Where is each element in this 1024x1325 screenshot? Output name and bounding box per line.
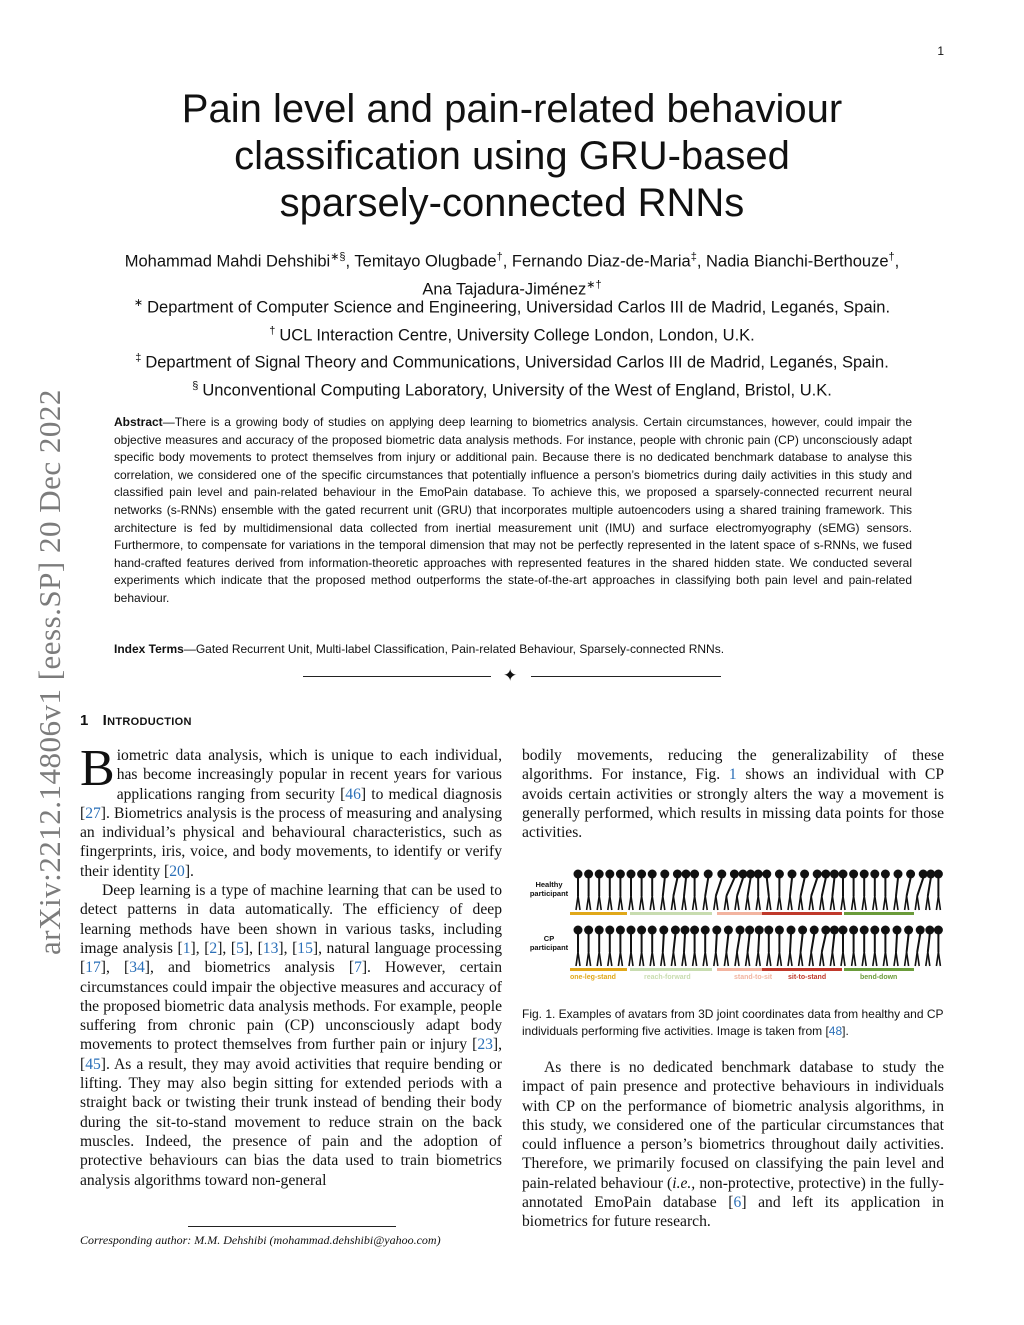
avatar-stick-figure: [754, 870, 763, 911]
section-title: Introduction: [102, 712, 192, 729]
text-run: i.e.,: [672, 1174, 696, 1192]
text-run: ]. Biometrics analysis is the process of measuring and analysing an individual’s physical and behavioural characteristics, such as fingerprints, iris, voice, and body movements, to identify or verify their identity [: [80, 804, 502, 880]
avatar-stick-figure: [881, 870, 890, 911]
label-line: Healthy: [535, 880, 563, 889]
avatar-stick-figure: [627, 926, 636, 967]
cp-avatar-row: [574, 926, 945, 967]
affiliation: [62, 292, 962, 320]
affiliation-list: [62, 292, 962, 402]
figure-caption: [522, 1006, 944, 1039]
avatar-stick-figure: [849, 870, 858, 911]
avatar-stick-figure: [764, 926, 773, 967]
avatar-stick-figure: [799, 870, 810, 911]
avatar-stick-figure: [745, 926, 754, 967]
text-run: ].: [842, 1023, 849, 1038]
paragraph: [522, 1058, 944, 1232]
avatar-stick-figure: [682, 870, 691, 911]
citation-link[interactable]: 45: [85, 1055, 101, 1073]
avatar-stick-figure: [724, 870, 739, 911]
avatar-stick-figure: [934, 870, 943, 911]
text-run: ], [: [80, 1036, 502, 1073]
citation-link[interactable]: 1: [182, 939, 191, 957]
avatar-stick-figure: [904, 926, 913, 967]
text-run: ]. However, certain circumstances could impair the objective measures and accuracy of the proposed biometric data analysis methods. For example, people suffering from chronic pain (CP) unconsciously adapt body movements to protect themselves from further pain or injury [: [80, 959, 502, 1054]
text-run: Deep learning is a type of machine learning that can be used to detect patterns in data automatically. The efficiency of deep learning methods have been shown in various tasks, including image analysis [: [80, 882, 502, 957]
paragraph: [522, 746, 944, 842]
citation-link[interactable]: 34: [129, 959, 145, 977]
citation-link[interactable]: 17: [85, 959, 101, 977]
author-name: Ana Tajadura-Jiménez: [422, 280, 587, 298]
text-run: ] to medical diagnosis [: [80, 785, 502, 822]
healthy-avatar-row: [574, 870, 945, 911]
avatar-stick-figure: [616, 926, 625, 967]
text-run: ], [: [217, 939, 237, 957]
text-run: Fig. 1. Examples of avatars from 3D joint coordinates data from healthy and CP individuals performing five activities. Image is taken from [: [522, 1007, 944, 1038]
activity-label: sit-to-stand: [788, 974, 827, 981]
avatar-stick-figure: [860, 926, 869, 967]
activity-bar: [570, 912, 627, 915]
author-marks: †: [888, 251, 895, 263]
activity-bar: [717, 912, 762, 915]
affiliation-text: Unconventional Computing Laboratory, University of the West of England, Bristol, U.K.: [202, 381, 832, 399]
activity-label: one-leg-stand: [570, 974, 616, 981]
avatar-stick-figure: [870, 926, 879, 967]
avatar-stick-figure: [820, 926, 831, 967]
avatar-stick-figure: [660, 870, 669, 911]
title-line: sparsely-connected RNNs: [279, 181, 745, 225]
section-number: 1: [80, 712, 89, 729]
citation-link[interactable]: 13: [262, 939, 279, 957]
text-run: ], natural language processing [: [80, 939, 503, 977]
avatar-stick-figure: [925, 926, 934, 967]
activity-label: bend-down: [860, 974, 898, 981]
corresponding-author-footnote: Corresponding author: M.M. Dehshibi (mohammad.dehshibi@yahoo.com): [80, 1233, 441, 1247]
abstract-label: Abstract: [114, 415, 163, 429]
text-run: ], [: [278, 939, 298, 957]
avatar-stick-figure: [595, 926, 604, 967]
author-name: Mohammad Mahdi Dehshibi: [124, 252, 331, 271]
separator-rule: [531, 676, 721, 677]
avatar-stick-figure: [681, 926, 690, 967]
activity-bar: [570, 968, 627, 971]
avatar-figure-graphic: [522, 862, 944, 972]
avatar-stick-figure: [659, 926, 668, 967]
avatar-stick-figure: [849, 926, 858, 967]
activity-label: stand-to-sit: [734, 974, 773, 981]
avatar-stick-figure: [637, 926, 646, 967]
citation-link[interactable]: 23: [477, 1036, 493, 1054]
avatar-stick-figure: [584, 870, 593, 911]
avatar-stick-figure: [762, 870, 771, 911]
arxiv-stamp[interactable]: arXiv:2212.14806v1 [eess.SP] 20 Dec 2022: [32, 389, 67, 955]
drop-cap: B: [80, 740, 115, 797]
citation-link[interactable]: 27: [85, 804, 101, 822]
citation-link[interactable]: 15: [297, 939, 313, 957]
label-line: participant: [529, 943, 569, 952]
avatar-stick-figure: [712, 926, 721, 967]
right-column-continued: [522, 1058, 944, 1232]
author-list: Mohammad Mahdi Dehshibi∗§, Temitayo Olugbade†, Fernando Diaz-de-Maria‡, Nadia Bianchi-Berthouze†, Ana Tajadura-Jiménez∗†: [124, 251, 900, 298]
activity-bar: [762, 968, 842, 971]
text-run: ], [: [243, 939, 263, 957]
avatar-stick-figure: [809, 926, 819, 967]
avatar-stick-figure: [926, 870, 936, 911]
avatar-stick-figure: [648, 926, 657, 967]
paragraph: [80, 881, 502, 1190]
avatar-stick-figure: [595, 870, 604, 911]
citation-link[interactable]: 20: [169, 862, 185, 880]
index-terms: [114, 641, 912, 659]
avatar-stick-figure: [830, 926, 839, 967]
figure-1: [522, 862, 944, 990]
activity-label: reach-forward: [644, 974, 691, 981]
avatar-stick-figure: [915, 870, 928, 911]
text-run: ], [: [100, 959, 130, 977]
avatar-stick-figure: [574, 870, 583, 911]
text-run: ], and biometrics analysis [: [144, 959, 355, 977]
separator-diamond-icon: ✦: [503, 666, 518, 685]
affiliation-mark: §: [192, 379, 199, 392]
footnote-rule: [188, 1226, 396, 1227]
avatar-stick-figure: [893, 926, 902, 967]
text-run: iometric data analysis, which is unique to each individual, has become increasingly popular in recent years for various applications ranging from security [: [116, 747, 502, 803]
avatar-stick-figure: [894, 870, 903, 911]
avatar-stick-figure: [637, 870, 646, 911]
index-terms-text: —Gated Recurrent Unit, Multi-label Classification, Pain-related Behaviour, Sparsely-connected RNNs.: [183, 642, 725, 656]
citation-link[interactable]: 48: [828, 1023, 843, 1038]
text-run: ] and left its application in biometrics for future research.: [522, 1194, 945, 1231]
avatar-stick-figure: [839, 926, 848, 967]
avatar-stick-figure: [584, 926, 593, 967]
affiliation-mark: †: [269, 324, 276, 337]
title-line: classification using GRU-based: [234, 134, 790, 178]
separator-rule: [303, 676, 491, 677]
affiliation-mark: ‡: [135, 352, 142, 364]
abstract: [114, 414, 912, 608]
avatar-stick-figure: [690, 926, 699, 967]
avatar-stick-figure: [870, 870, 879, 911]
avatar-stick-figure: [787, 926, 796, 967]
activity-bar: [717, 968, 762, 971]
avatar-stick-figure: [788, 870, 797, 911]
right-column: [522, 746, 944, 842]
avatar-stick-figure: [775, 870, 784, 911]
activity-bar: [844, 968, 914, 971]
activity-bar: [762, 912, 842, 915]
avatar-stick-figure: [755, 926, 764, 967]
affiliation: [62, 375, 962, 403]
avatar-stick-figure: [809, 870, 822, 911]
avatar-stick-figure: [881, 926, 890, 967]
activity-bar: [630, 968, 712, 971]
avatar-stick-figure: [905, 870, 916, 911]
citation-link[interactable]: 6: [733, 1194, 742, 1212]
avatar-stick-figure: [701, 926, 710, 967]
activity-bar: [630, 912, 712, 915]
avatar-stick-figure: [839, 870, 848, 911]
affiliation-text: UCL Interaction Centre, University College London, London, U.K.: [279, 326, 755, 344]
affiliation-text: Department of Computer Science and Engineering, Universidad Carlos III de Madrid, Leganés, Spain.: [147, 298, 891, 317]
activity-bar: [844, 912, 914, 915]
citation-link[interactable]: 7: [354, 959, 362, 977]
author-marks: ∗†: [586, 278, 602, 291]
text-run: ].: [184, 862, 194, 880]
affiliation: [62, 320, 962, 348]
text-run: bodily movements, reducing the generalizability of these algorithms. For instance, Fig.: [522, 747, 944, 784]
author-name: Nadia Bianchi-Berthouze: [706, 252, 889, 271]
paragraph: [80, 740, 502, 881]
citation-link[interactable]: 2: [209, 939, 218, 957]
avatar-stick-figure: [671, 870, 682, 911]
citation-link[interactable]: 5: [236, 939, 244, 957]
avatar-stick-figure: [605, 870, 614, 911]
paper-title: [112, 86, 912, 227]
index-terms-label: Index Terms: [114, 642, 184, 656]
author-marks: †: [496, 251, 503, 263]
page-number: 1: [937, 44, 944, 58]
text-run: As there is no dedicated benchmark database to study the impact of pain presence and protective behaviours in individuals with CP on the performance of biometric analysis algorithms, in this study, we considered one of the particular circumstances that could influence a person’s biometrics throughout daily activities. Therefore, we primarily focused on classifying the pain level and pain-related behaviour (: [522, 1059, 944, 1192]
avatar-stick-figure: [671, 926, 680, 967]
author-marks: ‡: [690, 251, 697, 263]
avatar-stick-figure: [860, 870, 869, 911]
avatar-stick-figure: [830, 870, 839, 911]
avatar-stick-figure: [724, 926, 733, 967]
avatar-stick-figure: [714, 870, 727, 911]
avatar-stick-figure: [616, 870, 625, 911]
title-line: Pain level and pain-related behaviour: [181, 87, 843, 131]
avatar-stick-figure: [798, 926, 807, 967]
author-name: Fernando Diaz-de-Maria: [511, 252, 691, 271]
figure-link[interactable]: 1: [728, 766, 737, 784]
avatar-stick-figure: [934, 926, 943, 967]
left-column: [80, 740, 503, 1190]
citation-link[interactable]: 46: [345, 785, 361, 803]
section-heading: [80, 712, 192, 729]
text-run: non-protective, protective) in the fully-annotated EmoPain database [: [522, 1174, 944, 1212]
avatar-stick-figure: [648, 870, 657, 911]
avatar-stick-figure: [775, 926, 784, 967]
avatar-stick-figure: [574, 926, 583, 967]
author-name: Temitayo Olugbade: [354, 252, 497, 271]
label-line: CP: [543, 934, 555, 943]
affiliation-text: Department of Signal Theory and Communications, Universidad Carlos III de Madrid, Leganés, Spain.: [145, 353, 889, 372]
avatar-stick-figure: [627, 870, 636, 911]
author-marks: ∗§: [330, 251, 346, 263]
text-run: ]. As a result, they may avoid activities that require bending or lifting. They may also begin sitting for extended periods with a straight back or twisting their trunk instead of bending their body during the sit-to-stand movement to reduce strain on the back muscles. Indeed, the presence of pain and the adoption of protective behaviours can bias the data used to train biometrics analysis algorithms toward non-general: [80, 1055, 502, 1189]
label-line: participant: [529, 889, 569, 898]
avatar-stick-figure: [703, 870, 713, 911]
avatar-stick-figure: [690, 870, 699, 911]
avatar-stick-figure: [746, 870, 756, 911]
abstract-text: —There is a growing body of studies on applying deep learning to biometrics analysis. Certain circumstances, however, could impair the objective measures and accuracy of the proposed biometric data analysis methods. For instance, people with chronic pain (CP) unconsciously adapt specific body movements to protect themselves from injury or additional pain. Because there is no dedicated benchmark database to analyse this correlation, we considered one of the specific circumstances that potentially influence a person’s biometrics during daily activities in this study and classified pain level and pain-related behaviour in the EmoPain database. To achieve this, we proposed a sparsely-connected recurrent neural networks (s-RNNs) ensemble with the gated recurrent unit (GRU) that incorporates multiple autoencoders using a shared training framework. This architecture is fed by multidimensional data collected from inertial measurement unit (IMU) and surface electromyography (sEMG) sensors. Furthermore, to compensate for variations in the temporal dimension that may not be perfectly represented in the latent space of s-RNNs, we fused hand-crafted features derived from information-theoretic approaches with represented features in the shared hidden state. We conducted several experiments which indicate that the proposed method outperforms the state-of-the-art approaches in classifying both pain level and pain-related behaviour.: [114, 415, 912, 605]
text-run: shows an individual with CP avoids certain activities or strongly alters the way a movement is generally performed, which results in missing data points for those activities.: [522, 766, 944, 842]
avatar-stick-figure: [915, 926, 925, 967]
avatar-stick-figure: [735, 926, 745, 967]
affiliation-mark: ∗: [133, 297, 144, 309]
avatar-stick-figure: [605, 926, 614, 967]
text-run: ], [: [190, 939, 210, 957]
affiliation: [62, 347, 962, 375]
